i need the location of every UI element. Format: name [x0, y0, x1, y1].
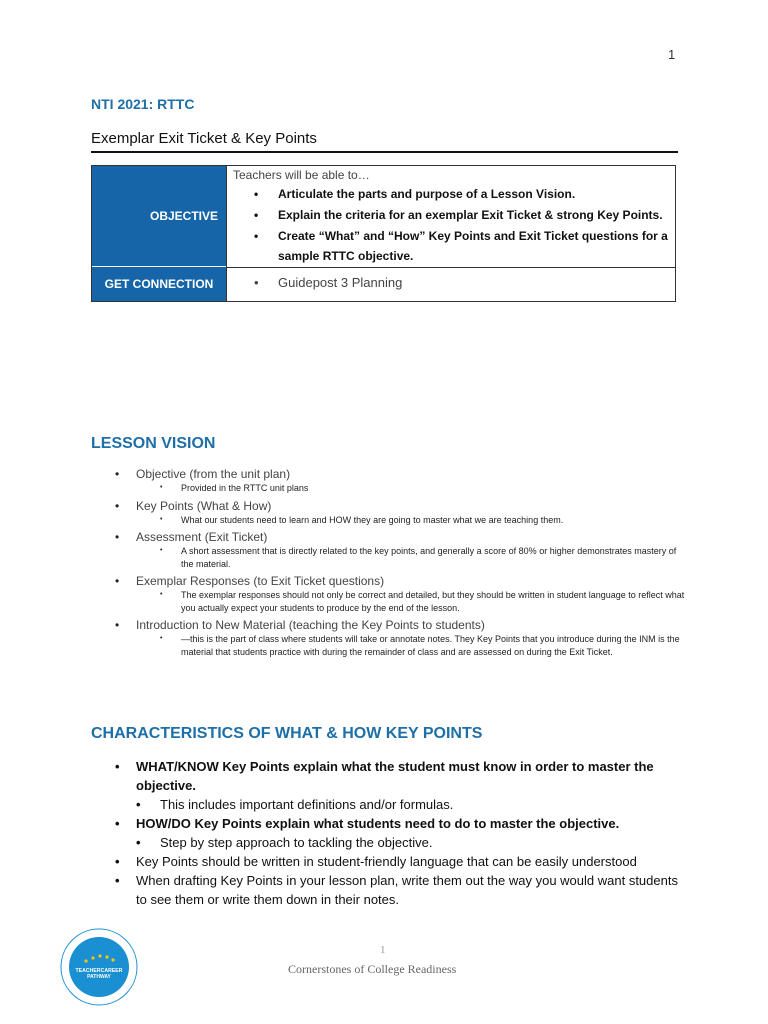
- objective-item: • Create “What” and “How” Key Points and Exit Ticket questions for a sample RTTC objective.: [254, 226, 674, 266]
- footer-page-number: 1: [380, 944, 386, 956]
- table-row-divider: [226, 267, 676, 268]
- lesson-vision-subitem: • A short assessment that is directly related to the key points, and generally a score of 80% or higher demonstrates mastery of the material.: [160, 545, 685, 570]
- logo-disc: [69, 937, 129, 997]
- lesson-vision-entry: [115, 573, 685, 614]
- objective-table: [91, 165, 676, 302]
- title-divider: [91, 151, 678, 153]
- logo-dot: [111, 958, 114, 961]
- objective-item: • Articulate the parts and purpose of a Lesson Vision.: [254, 184, 674, 204]
- logo-dot: [84, 959, 87, 962]
- logo-dot: [91, 956, 94, 959]
- lesson-vision-entry: [115, 498, 685, 527]
- characteristics-item: • When drafting Key Points in your lesson plan, write them out the way you would want students to see them or write them down in their notes.: [115, 871, 685, 909]
- logo-text-1: TEACHERCAREER: [75, 968, 123, 974]
- lesson-vision-subitem: • The exemplar responses should not only be correct and detailed, but they should be written in student language to reflect what you actually expect your students to produce by the end of the lesson.: [160, 589, 685, 614]
- document-title: NTI 2021: RTTC: [91, 96, 195, 112]
- teacher-career-pathway-logo: [59, 927, 139, 1007]
- lesson-vision-entry: [115, 617, 685, 658]
- lesson-vision-item: • Assessment (Exit Ticket): [115, 529, 685, 545]
- objective-list: [254, 184, 674, 267]
- characteristics-subitem: • Step by step approach to tackling the objective.: [136, 833, 685, 852]
- connection-item: • Guidepost 3 Planning: [254, 275, 402, 290]
- lesson-vision-item: • Objective (from the unit plan): [115, 466, 685, 482]
- lesson-vision-subitem: • —this is the part of class where students will take or annotate notes. They Key Points that you introduce during the INM is the material that students practice with during the remainder of class and are assessed on during the Exit Ticket.: [160, 633, 685, 658]
- footer-text: Cornerstones of College Readiness: [288, 962, 457, 976]
- characteristics-list: [115, 757, 685, 909]
- page-number: 1: [668, 47, 676, 62]
- lesson-vision-item: • Key Points (What & How): [115, 498, 685, 514]
- logo-dot: [105, 955, 108, 958]
- logo-dot: [98, 954, 101, 957]
- lesson-vision-subitem: • What our students need to learn and HOW they are going to master what we are teaching them.: [160, 514, 685, 527]
- characteristics-item: • HOW/DO Key Points explain what students need to do to master the objective.: [115, 814, 685, 833]
- objective-intro: Teachers will be able to…: [233, 168, 370, 182]
- lesson-vision-entry: [115, 529, 685, 570]
- characteristics-item: • Key Points should be written in student-friendly language that can be easily understood: [115, 852, 685, 871]
- document-subtitle: Exemplar Exit Ticket & Key Points: [91, 130, 317, 147]
- characteristics-item: • WHAT/KNOW Key Points explain what the student must know in order to master the objective.: [115, 757, 685, 795]
- characteristics-heading: CHARACTERISTICS OF WHAT & HOW KEY POINTS: [91, 725, 483, 742]
- lesson-vision-item: • Exemplar Responses (to Exit Ticket questions): [115, 573, 685, 589]
- table-column-divider: [226, 166, 227, 301]
- lesson-vision-subitem: • Provided in the RTTC unit plans: [160, 482, 685, 495]
- lesson-vision-list: [115, 466, 685, 661]
- lesson-vision-entry: [115, 466, 685, 495]
- connection-label: GET CONNECTION: [92, 267, 226, 301]
- lesson-vision-item: • Introduction to New Material (teaching the Key Points to students): [115, 617, 685, 633]
- characteristics-subitem: • This includes important definitions and/or formulas.: [136, 795, 685, 814]
- objective-label: OBJECTIVE: [92, 166, 226, 267]
- logo-text-2: PATHWAY: [87, 974, 111, 980]
- objective-item: • Explain the criteria for an exemplar Exit Ticket & strong Key Points.: [254, 205, 674, 225]
- lesson-vision-heading: LESSON VISION: [91, 435, 216, 452]
